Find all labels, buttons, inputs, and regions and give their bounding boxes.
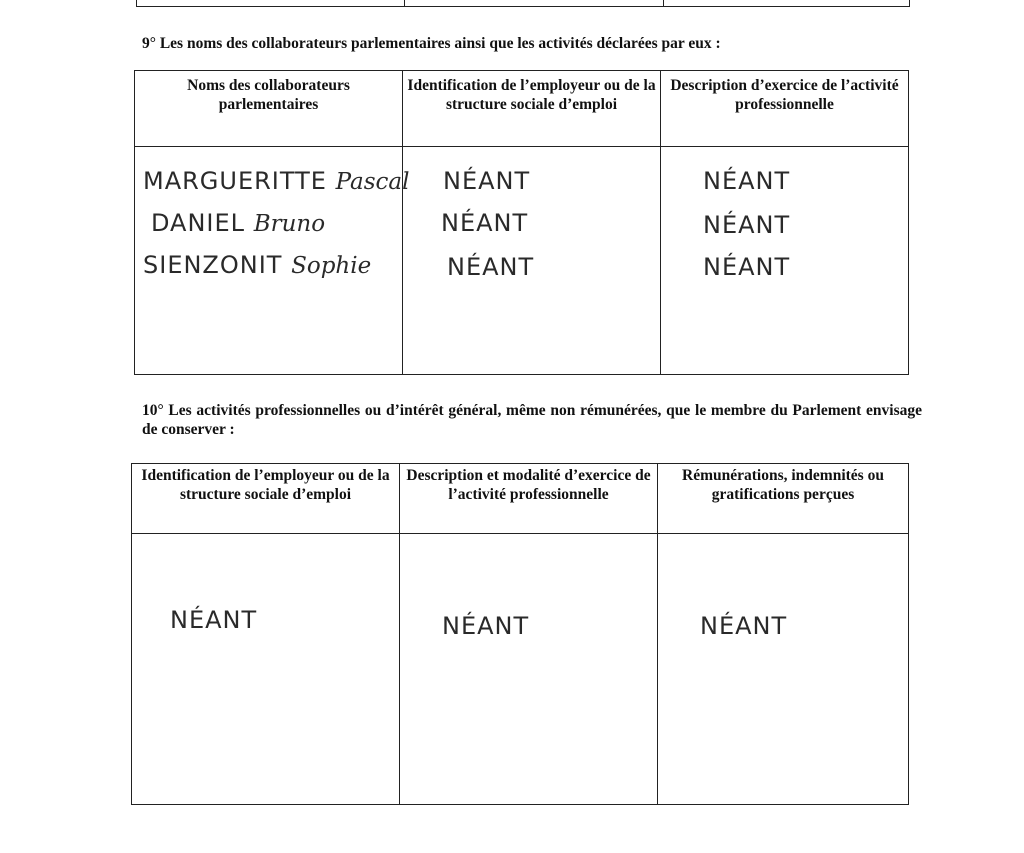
header-activity-description: Description d’exercice de l’activité professionnelle — [670, 77, 899, 113]
employer-value: NÉANT — [441, 209, 529, 237]
description-value: NÉANT — [703, 211, 791, 239]
modality-cell — [400, 534, 658, 805]
header-cell — [135, 71, 403, 147]
employer-cell — [403, 147, 661, 375]
header-cell — [658, 464, 909, 534]
collaborator-name: DANIEL Bruno — [151, 209, 326, 237]
header-remuneration: Rémunérations, indemnités ou gratifications perçues — [682, 467, 884, 503]
header-cell — [661, 71, 909, 147]
collaborator-name: SIENZONIT Sophie — [143, 251, 372, 279]
header-activity-modality: Description et modalité d’exercice de l’activité professionnelle — [406, 467, 651, 503]
table-body-row — [135, 147, 909, 375]
header-collaborator-names: Noms des collaborateurs parlementaires — [187, 77, 350, 113]
header-cell — [403, 71, 661, 147]
description-value: NÉANT — [703, 253, 791, 281]
section-9-title: 9° Les noms des collaborateurs parlementaires ainsi que les activités déclarées par eux : — [142, 35, 721, 52]
names-cell — [135, 147, 410, 375]
remuneration-value: NÉANT — [700, 612, 788, 640]
collaborator-name: MARGUERITTE Pascal — [143, 167, 410, 195]
header-employer: Identification de l’employeur ou de la structure sociale d’emploi — [141, 467, 390, 503]
table-header-row — [132, 464, 909, 534]
column-divider — [404, 0, 405, 6]
header-employer: Identification de l’employeur ou de la structure sociale d’emploi — [407, 77, 656, 113]
modality-value: NÉANT — [442, 612, 530, 640]
description-cell — [661, 147, 909, 375]
employer-cell — [132, 534, 400, 805]
table-body-row — [132, 534, 909, 805]
column-divider — [663, 0, 664, 6]
header-cell — [132, 464, 400, 534]
employer-value: NÉANT — [447, 253, 535, 281]
employer-value: NÉANT — [443, 167, 531, 195]
description-value: NÉANT — [703, 167, 791, 195]
section-9-table — [134, 70, 909, 375]
employer-value: NÉANT — [170, 606, 258, 634]
header-cell — [400, 464, 658, 534]
remuneration-cell — [658, 534, 909, 805]
section-10-title: 10° Les activités professionnelles ou d’intérêt général, même non rémunérées, que le membre du Parlement envisage de conserver : — [142, 402, 922, 438]
section-10-table — [131, 463, 909, 805]
table-header-row — [135, 71, 909, 147]
previous-table-remnant — [136, 0, 910, 7]
